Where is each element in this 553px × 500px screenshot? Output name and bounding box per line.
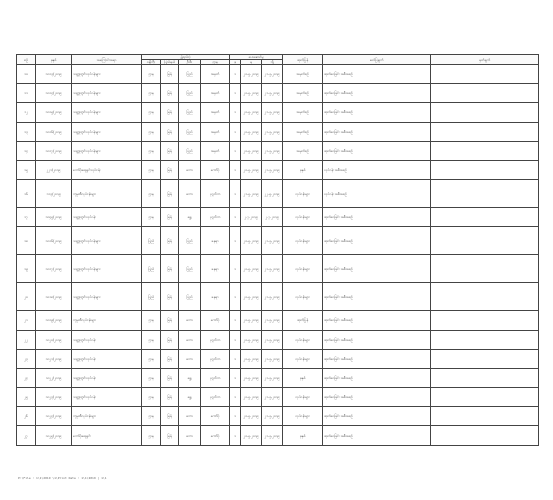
table-cell-no: ၂၁: [17, 311, 36, 330]
table-cell-c4: ဌာန: [142, 311, 161, 330]
register-table: [16, 54, 539, 446]
table-row: [17, 330, 539, 349]
col-header-issue: ထုတ်ပြန်: [283, 55, 323, 65]
table-cell-c6: ပြည်: [179, 65, 201, 84]
table-cell-c8: ၁: [230, 255, 241, 283]
table-cell-no: ၁၅: [17, 160, 36, 179]
table-cell-c9: ၂၁.၅.၂၀၁၉: [241, 180, 262, 208]
table-cell-c5: မြန်: [161, 141, 179, 160]
table-cell-c6: ရွှေ: [179, 388, 201, 407]
col-header-date: ခုနှစ်: [36, 55, 72, 65]
table-cell-c11: အမှတ်စဉ်: [283, 122, 323, 141]
table-cell-c4: ဌာန: [142, 84, 161, 103]
table-cell-date: ၁၀၁၆/၂၀၁၉: [36, 122, 72, 141]
table-cell-c9: ၂၀.၅.၂၀၁၉: [241, 426, 262, 445]
table-cell-remark: [431, 122, 539, 141]
table-cell-c11: လုပ်ငန်းများ: [283, 349, 323, 368]
table-cell-c5: မြန်: [161, 122, 179, 141]
table-cell-c4: ဌာန: [142, 426, 161, 445]
table-cell-c10: ၂၁.၅.၂၀၁၉: [262, 368, 283, 387]
table-cell-remark: [431, 227, 539, 255]
table-cell-c12: ထုတ်ဝေခြင်း အစီအစဉ်: [323, 122, 431, 141]
table-cell-c8: ၁: [230, 160, 241, 179]
table-row: [17, 349, 539, 368]
table-cell-date: ၁၀၂၅/၂၀၁၉: [36, 426, 72, 445]
table-cell-c4: ဌာန: [142, 388, 161, 407]
table-cell-c7: ကော်ပို: [201, 311, 230, 330]
table-cell-c10: ၂၁.၅.၂၀၁၉: [262, 330, 283, 349]
table-cell-no: ၁၇: [17, 208, 36, 227]
table-cell-c8: ၁: [230, 407, 241, 426]
table-cell-c5: မြန်: [161, 103, 179, 122]
group-header-pay: ပေးဆောင်မှု: [230, 55, 283, 60]
table-cell-remark: [431, 426, 539, 445]
table-cell-c4: ဌာန: [142, 407, 161, 426]
table-cell-c11: လုပ်ငန်းများ: [283, 227, 323, 255]
table-cell-c5: မြန်: [161, 283, 179, 311]
table-cell-c10: ၂၁.၅.၂၀၁၉: [262, 141, 283, 160]
table-cell-c8: ၁: [230, 208, 241, 227]
table-cell-c8: ၁: [230, 368, 241, 387]
table-cell-c12: ထုတ်ဝေခြင်း အစီအစဉ်: [323, 84, 431, 103]
table-cell-c4: ပြည်: [142, 227, 161, 255]
table-row: [17, 368, 539, 387]
table-cell-remark: [431, 368, 539, 387]
table-cell-no: ၁၈: [17, 227, 36, 255]
table-cell-c12: ထုတ်ဝေခြင်း အစီအစဉ်: [323, 407, 431, 426]
table-cell-c8: ၁: [230, 311, 241, 330]
table-cell-no: ၁၄: [17, 141, 36, 160]
table-cell-subject: သတ္တုတွင်းလုပ်ငန်း: [72, 349, 142, 368]
col-header-from: မှ: [241, 60, 262, 65]
table-row: [17, 122, 539, 141]
table-cell-c6: ကော: [179, 330, 201, 349]
table-cell-c7: ကော်ပို: [201, 160, 230, 179]
table-cell-remark: [431, 407, 539, 426]
table-cell-c12: လုပ်ငန်း အစီအစဉ်: [323, 160, 431, 179]
table-cell-c11: လုပ်ငန်းများ: [283, 407, 323, 426]
table-cell-c7: ပုဂ္ဂလိက: [201, 349, 230, 368]
col-header-remark: မှတ်ချက်: [431, 55, 539, 65]
table-cell-c10: ၂၁.၅.၂၀၁၉: [262, 283, 283, 311]
table-cell-remark: [431, 103, 539, 122]
table-cell-no: ၂၀: [17, 283, 36, 311]
table-cell-c7: ပုဂ္ဂလိက: [201, 368, 230, 387]
table-cell-c10: ၂.၇.၂၀၁၉: [262, 208, 283, 227]
table-cell-c8: ၁: [230, 227, 241, 255]
table-row: [17, 160, 539, 179]
table-cell-subject: ကုမ္ပဏီလုပ်ငန်းများ: [72, 407, 142, 426]
table-cell-no: ၁၂: [17, 103, 36, 122]
table-row: [17, 407, 539, 426]
table-cell-c8: ၁: [230, 426, 241, 445]
table-cell-c10: ၂၁.၅.၂၀၁၉: [262, 84, 283, 103]
table-cell-c4: ဌာန: [142, 65, 161, 84]
table-row: [17, 65, 539, 84]
table-row: [17, 180, 539, 208]
table-cell-c8: ၁: [230, 122, 241, 141]
table-cell-date: ၁၀၂၁/၂၀၁၉: [36, 349, 72, 368]
table-cell-no: ၂၃: [17, 349, 36, 368]
table-cell-c9: ၂၀.၅.၂၀၁၉: [241, 255, 262, 283]
table-cell-remark: [431, 65, 539, 84]
table-cell-c5: မြန်: [161, 407, 179, 426]
table-row: [17, 388, 539, 407]
table-cell-remark: [431, 180, 539, 208]
table-cell-c7: အမှတ်: [201, 103, 230, 122]
table-cell-subject: သတ္တုတွင်းလုပ်ငန်းများ: [72, 65, 142, 84]
table-cell-remark: [431, 330, 539, 349]
table-cell-c7: ကော်ပို: [201, 407, 230, 426]
table-cell-c7: ပုဂ္ဂလိက: [201, 330, 230, 349]
table-cell-c5: မြန်: [161, 208, 179, 227]
table-cell-c6: ကော: [179, 407, 201, 426]
table-cell-date: ၁၀၄၅/၂၀၁၉: [36, 208, 72, 227]
table-cell-c11: အမှတ်စဉ်: [283, 103, 323, 122]
table-cell-c5: မြန်: [161, 311, 179, 330]
table-cell-c8: ၁: [230, 180, 241, 208]
table-cell-c8: ၁: [230, 141, 241, 160]
table-cell-c9: ၂၀.၅.၂၀၁၉: [241, 227, 262, 255]
table-cell-subject: သတ္တုတွင်းလုပ်ငန်းများ: [72, 227, 142, 255]
table-cell-subject: သတ္တုတွင်းလုပ်ငန်းများ: [72, 103, 142, 122]
table-cell-c6: ရွှေ: [179, 208, 201, 227]
table-cell-c7: အမှတ်: [201, 65, 230, 84]
col-header-minister: ဝန်ကြီး: [142, 60, 161, 65]
table-row: [17, 103, 539, 122]
table-cell-no: ၁၁: [17, 84, 36, 103]
table-cell-c6: ပြည်: [179, 141, 201, 160]
table-cell-c4: ဌာန: [142, 160, 161, 179]
table-cell-c8: ၁: [230, 330, 241, 349]
table-cell-c6: ကော: [179, 311, 201, 330]
table-cell-c6: ကော: [179, 180, 201, 208]
table-cell-c5: မြန်: [161, 368, 179, 387]
table-cell-subject: သတ္တုတွင်းလုပ်ငန်း: [72, 330, 142, 349]
table-cell-date: ၁၀၁၆/၂၀၁၉: [36, 227, 72, 255]
table-cell-c12: ထုတ်ဝေခြင်း အစီအစဉ်: [323, 283, 431, 311]
table-cell-no: ၂၆: [17, 407, 36, 426]
table-cell-c9: ၂၀.၅.၂၀၁၉: [241, 160, 262, 179]
table-cell-c12: ထုတ်ဝေခြင်း အစီအစဉ်: [323, 103, 431, 122]
table-cell-date: ၂၂၁/၂၀၁၉: [36, 160, 72, 179]
table-cell-date: ၁၀၂၀/၂၀၁၉: [36, 330, 72, 349]
col-header-no: စဉ်: [17, 55, 36, 65]
table-cell-subject: သတ္တုတွင်းလုပ်ငန်း: [72, 208, 142, 227]
table-cell-c9: ၂၀.၅.၂၀၁၉: [241, 141, 262, 160]
table-cell-c12: လုပ်ငန်း အစီအစဉ်: [323, 180, 431, 208]
table-cell-no: ၁၀: [17, 65, 36, 84]
table-cell-c7: ပုဂ္ဂလိက: [201, 388, 230, 407]
table-cell-c6: ပြည်: [179, 283, 201, 311]
table-cell-c5: မြန်: [161, 388, 179, 407]
table-cell-c6: ကော: [179, 349, 201, 368]
table-cell-c5: မြန်: [161, 330, 179, 349]
table-cell-c5: မြန်: [161, 227, 179, 255]
table-cell-c9: ၂၀.၅.၂၀၁၉: [241, 388, 262, 407]
table-cell-c10: ၂၁.၅.၂၀၁၉: [262, 388, 283, 407]
table-cell-subject: သတ္တုတွင်းလုပ်ငန်းများ: [72, 141, 142, 160]
table-cell-c11: ခုနှစ်: [283, 426, 323, 445]
table-cell-c6: ပြည်: [179, 122, 201, 141]
table-cell-c11: အမှတ်စဉ်: [283, 84, 323, 103]
table-cell-c9: ၂.၇.၂၀၁၉: [241, 208, 262, 227]
table-cell-c4: ဌာန: [142, 349, 161, 368]
table-cell-date: ၁၀၁၅/၂၀၁၉: [36, 103, 72, 122]
table-row: [17, 141, 539, 160]
group-header-member: ဖွဲ့စည်းပုံ: [142, 55, 230, 60]
register-body: [17, 65, 539, 446]
table-cell-c12: ထုတ်ဝေခြင်း အစီအစဉ်: [323, 208, 431, 227]
table-cell-subject: ကော်ပိုရေးရှင်း: [72, 426, 142, 445]
table-cell-c12: ထုတ်ဝေခြင်း အစီအစဉ်: [323, 227, 431, 255]
table-cell-c8: ၁: [230, 388, 241, 407]
table-cell-c11: အမှတ်စဉ်: [283, 65, 323, 84]
table-cell-c10: ၂၁.၅.၂၀၁၉: [262, 160, 283, 179]
table-cell-date: ၁၀၂၂/၂၀၁၉: [36, 368, 72, 387]
table-cell-c7: ပုဂ္ဂလိက: [201, 208, 230, 227]
table-cell-c8: ၁: [230, 283, 241, 311]
table-cell-no: ၁၆: [17, 180, 36, 208]
table-cell-remark: [431, 283, 539, 311]
table-cell-c5: မြန်: [161, 84, 179, 103]
table-row: [17, 227, 539, 255]
table-cell-c9: ၂၀.၅.၂၀၁၉: [241, 65, 262, 84]
table-cell-c11: လုပ်ငန်းများ: [283, 208, 323, 227]
table-cell-c10: ၂၁.၅.၂၀၁၉: [262, 349, 283, 368]
table-cell-no: ၁၉: [17, 255, 36, 283]
table-cell-c12: ထုတ်ဝေခြင်း အစီအစဉ်: [323, 65, 431, 84]
table-cell-c10: ၂၁.၅.၂၀၁၉: [262, 407, 283, 426]
table-cell-date: ၁၀၁၄/၂၀၁၉: [36, 84, 72, 103]
table-cell-date: ၁၀၁၃/၂၀၁၉: [36, 65, 72, 84]
table-cell-c10: ၂၂.၅.၂၀၁၉: [262, 180, 283, 208]
table-cell-c10: ၂၁.၅.၂၀၁၉: [262, 311, 283, 330]
table-cell-c4: ဌာန: [142, 103, 161, 122]
table-cell-c7: နေရာ: [201, 283, 230, 311]
table-cell-c8: ၁: [230, 103, 241, 122]
table-cell-c11: ခုနှစ်: [283, 368, 323, 387]
table-cell-c8: ၁: [230, 349, 241, 368]
table-cell-c11: ခုနှစ်: [283, 160, 323, 179]
table-cell-c12: ထုတ်ဝေခြင်း အစီအစဉ်: [323, 141, 431, 160]
table-cell-c7: နေရာ: [201, 255, 230, 283]
table-cell-no: ၂၅: [17, 388, 36, 407]
table-cell-c12: ထုတ်ဝေခြင်း အစီအစဉ်: [323, 368, 431, 387]
table-row: [17, 426, 539, 445]
table-cell-c6: ကော: [179, 160, 201, 179]
table-cell-c6: ကော: [179, 426, 201, 445]
table-cell-subject: သတ္တုတွင်းလုပ်ငန်းများ: [72, 122, 142, 141]
table-cell-date: ၁၀၁၉/၂၀၁၉: [36, 311, 72, 330]
table-cell-c7: အမှတ်: [201, 84, 230, 103]
table-cell-c10: ၂၁.၅.၂၀၁၉: [262, 103, 283, 122]
table-cell-c4: ဌာန: [142, 208, 161, 227]
table-cell-c10: ၂၁.၅.၂၀၁၉: [262, 255, 283, 283]
table-cell-remark: [431, 349, 539, 368]
table-cell-c12: ထုတ်ဝေခြင်း အစီအစဉ်: [323, 311, 431, 330]
table-cell-no: ၁၃: [17, 122, 36, 141]
table-cell-c7: အမှတ်: [201, 122, 230, 141]
table-cell-c9: ၂၀.၅.၂၀၁၉: [241, 122, 262, 141]
table-cell-subject: သတ္တုတွင်းလုပ်ငန်း: [72, 388, 142, 407]
table-cell-c5: မြန်: [161, 160, 179, 179]
table-cell-c11: အမှတ်စဉ်: [283, 141, 323, 160]
table-cell-c9: ၂၀.၅.၂၀၁၉: [241, 349, 262, 368]
table-cell-c8: ၁: [230, 84, 241, 103]
table-cell-c4: ပြည်: [142, 283, 161, 311]
table-cell-remark: [431, 388, 539, 407]
table-cell-c6: ပြည်: [179, 227, 201, 255]
table-cell-c7: နေရာ: [201, 227, 230, 255]
table-cell-c8: ၁: [230, 65, 241, 84]
col-header-dept: ဌာန: [201, 60, 230, 65]
table-cell-date: ၁၀၁၈/၂၀၁၉: [36, 283, 72, 311]
table-cell-c11: လုပ်ငန်းများ: [283, 283, 323, 311]
table-cell-c10: ၂၁.၅.၂၀၁၉: [262, 65, 283, 84]
print-footer: P:\File : 1\1\2019 \1\Print Date : 1\1\2019 | 1\1: [18, 476, 107, 480]
col-header-desc: ဖော်ပြချက်: [323, 55, 431, 65]
table-cell-c9: ၂၀.၅.၂၀၁၉: [241, 407, 262, 426]
table-cell-remark: [431, 208, 539, 227]
table-cell-c7: ကော်ပို: [201, 426, 230, 445]
table-cell-c12: ထုတ်ဝေခြင်း အစီအစဉ်: [323, 349, 431, 368]
table-cell-c12: ထုတ်ဝေခြင်း အစီအစဉ်: [323, 255, 431, 283]
table-cell-remark: [431, 84, 539, 103]
table-cell-no: ၂၂: [17, 330, 36, 349]
table-cell-c4: ဌာန: [142, 122, 161, 141]
table-row: [17, 84, 539, 103]
table-cell-remark: [431, 311, 539, 330]
table-cell-c6: ရွှေ: [179, 368, 201, 387]
table-cell-subject: ကုမ္ပဏီလုပ်ငန်းများ: [72, 311, 142, 330]
col-header-to: သို့: [262, 60, 283, 65]
table-cell-c12: ထုတ်ဝေခြင်း အစီအစဉ်: [323, 426, 431, 445]
table-cell-c4: ဌာန: [142, 141, 161, 160]
table-cell-c5: မြန်: [161, 426, 179, 445]
table-cell-remark: [431, 141, 539, 160]
table-cell-c9: ၂၀.၅.၂၀၁၉: [241, 283, 262, 311]
table-cell-c7: အမှတ်: [201, 141, 230, 160]
table-cell-c9: ၂၀.၅.၂၀၁၉: [241, 103, 262, 122]
col-header-count: ခု: [230, 60, 241, 65]
table-cell-subject: ကုမ္ပဏီလုပ်ငန်းများ: [72, 180, 142, 208]
table-cell-c7: ပုဂ္ဂလိက: [201, 180, 230, 208]
table-cell-c11: လုပ်ငန်းများ: [283, 180, 323, 208]
table-cell-c9: ၂၀.၅.၂၀၁၉: [241, 311, 262, 330]
table-cell-c10: ၂၁.၅.၂၀၁၉: [262, 122, 283, 141]
table-cell-c11: ထုတ်ပြန်: [283, 311, 323, 330]
table-cell-subject: သတ္တုတွင်းလုပ်ငန်းများ: [72, 84, 142, 103]
table-row: [17, 283, 539, 311]
table-cell-c9: ၂၀.၅.၂၀၁၉: [241, 84, 262, 103]
table-cell-c4: ပြည်: [142, 255, 161, 283]
table-cell-subject: သတ္တုတွင်းလုပ်ငန်းများ: [72, 283, 142, 311]
table-cell-date: ၁၀၁၇/၂၀၁၉: [36, 141, 72, 160]
table-cell-c9: ၂၀.၅.၂၀၁၉: [241, 368, 262, 387]
table-cell-remark: [431, 255, 539, 283]
table-cell-date: ၁၁၃/၂၀၁၉: [36, 180, 72, 208]
table-cell-c5: မြန်: [161, 180, 179, 208]
table-cell-date: ၁၀၁၇/၂၀၁၉: [36, 255, 72, 283]
table-cell-remark: [431, 160, 539, 179]
table-row: [17, 311, 539, 330]
table-cell-c4: ဌာန: [142, 368, 161, 387]
table-row: [17, 255, 539, 283]
table-cell-c5: မြန်: [161, 349, 179, 368]
table-cell-c10: ၂၁.၅.၂၀၁၉: [262, 426, 283, 445]
table-cell-c6: ပြည်: [179, 103, 201, 122]
table-cell-subject: ကော်ပိုရေးရှင်းလုပ်ငန်း: [72, 160, 142, 179]
table-cell-date: ၁၀၂၄/၂၀၁၉: [36, 407, 72, 426]
table-cell-c12: ထုတ်ဝေခြင်း အစီအစဉ်: [323, 330, 431, 349]
table-cell-c4: ဌာန: [142, 330, 161, 349]
table-cell-no: ၂၇: [17, 426, 36, 445]
col-header-state: ပြည်နယ်: [161, 60, 179, 65]
table-row: [17, 208, 539, 227]
table-cell-c5: မြန်: [161, 255, 179, 283]
table-cell-c5: မြန်: [161, 65, 179, 84]
table-cell-c11: လုပ်ငန်းများ: [283, 330, 323, 349]
table-cell-subject: သတ္တုတွင်းလုပ်ငန်းများ: [72, 255, 142, 283]
table-cell-date: ၁၀၂၃/၂၀၁၉: [36, 388, 72, 407]
table-cell-c11: လုပ်ငန်းများ: [283, 388, 323, 407]
table-cell-c6: ပြည်: [179, 255, 201, 283]
table-cell-c4: ဌာန: [142, 180, 161, 208]
table-cell-c12: ထုတ်ဝေခြင်း အစီအစဉ်: [323, 388, 431, 407]
col-header-head: ဦးစီး: [179, 60, 201, 65]
table-cell-c10: ၂၁.၅.၂၀၁၉: [262, 227, 283, 255]
table-cell-c6: ပြည်: [179, 84, 201, 103]
table-cell-subject: သတ္တုတွင်းလုပ်ငန်း: [72, 368, 142, 387]
table-cell-c11: လုပ်ငန်းများ: [283, 255, 323, 283]
table-cell-no: ၂၄: [17, 368, 36, 387]
table-cell-c9: ၂၀.၅.၂၀၁၉: [241, 330, 262, 349]
col-header-subject: အကြောင်းအရာ: [72, 55, 142, 65]
